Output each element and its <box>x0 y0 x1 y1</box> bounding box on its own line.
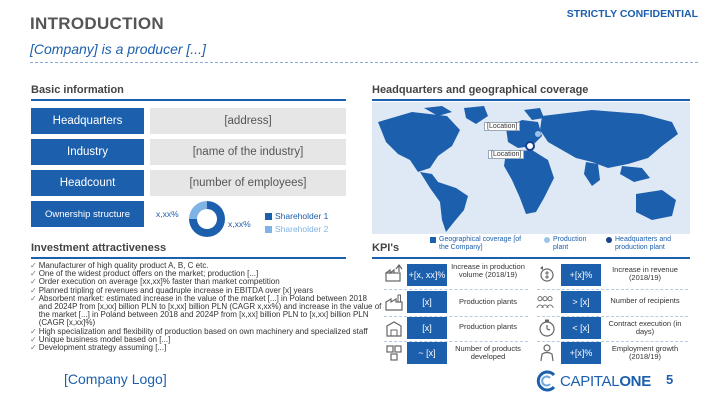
kpi-employment-value: +[x]% <box>561 342 601 364</box>
kpi-divider <box>384 289 528 290</box>
kpi-divider <box>384 341 528 342</box>
industry-value: [name of the industry] <box>150 139 346 165</box>
legend-hq <box>606 236 690 252</box>
brand-light: CAPITAL <box>560 372 620 390</box>
legend-label-2: Shareholder 2 <box>275 224 329 234</box>
kpi-products-value: ~ [x] <box>407 342 447 364</box>
legend-swatch-2 <box>265 226 272 233</box>
kpi-rule <box>372 257 690 259</box>
world-map <box>372 102 690 234</box>
donut-slice-shareholder-2 <box>189 201 207 219</box>
ownership-chart <box>150 200 346 238</box>
check-icon: ✓ <box>30 343 37 353</box>
bullet-item <box>30 295 382 328</box>
check-icon: ✓ <box>30 269 37 279</box>
kpi-contract-label: Contract execution (in days) <box>608 319 682 336</box>
south-america-shape <box>420 172 468 232</box>
investment-title: Investment attractiveness <box>31 242 167 254</box>
capitalone-mark-icon <box>536 370 558 392</box>
kpi-production-volume-label: Increase in production volume (2018/19) <box>451 262 525 279</box>
kpi-recipients-label: Number of recipients <box>610 296 680 305</box>
industry-label: Industry <box>31 139 144 165</box>
legend-hq-dot <box>606 237 612 243</box>
kpi-divider <box>537 289 688 290</box>
bullet-text: Absorbent market: estimated increase in the value of the market [...] in Poland between 2018 and 2024P from [x,xx] billion PLN to [x,xx] billion PLN (CAGR x,xx%) and increase in the value of the market [...] in Poland between 2018 and 2024P from [x,xx] billion PLN to [x,xx] billion PLN (CAGR [x,xx]%) <box>38 293 382 328</box>
kpi-contract-value: < [x] <box>561 317 601 339</box>
products-icon <box>384 343 404 363</box>
kpi-divider <box>384 316 528 317</box>
check-icon: ✓ <box>30 261 37 270</box>
legend-hq-label: Headquarters and production plant <box>615 236 672 251</box>
legend-label-1: Shareholder 1 <box>275 211 329 221</box>
north-america-shape <box>378 112 460 172</box>
investment-bullets <box>30 262 382 352</box>
subtitle-divider <box>30 62 698 63</box>
stopwatch-icon <box>537 318 557 338</box>
page-title: INTRODUCTION <box>30 14 164 33</box>
check-icon: ✓ <box>30 285 37 295</box>
check-icon: ✓ <box>30 293 37 303</box>
building-icon <box>384 318 404 338</box>
people-icon <box>535 292 555 312</box>
bullet-text: Manufacturer of high quality product A, B, C etc. <box>38 261 209 270</box>
bullet-text: Unique business model based on [...] <box>38 334 171 344</box>
bullet-text: Development strategy assuming [...] <box>38 343 167 353</box>
legend-coverage-dot <box>430 237 436 243</box>
basic-info-title: Basic information <box>31 84 124 96</box>
southeast-asia-shape <box>620 166 650 182</box>
kpi-revenue-value: +[x]% <box>561 264 601 286</box>
location-tag-2: [Location] <box>488 150 524 159</box>
kpi-recipients-value: > [x] <box>561 291 601 313</box>
kpi-production-plants-label: Production plants <box>459 297 517 306</box>
legend-shareholder-1 <box>265 211 328 221</box>
asia-shape <box>540 110 678 168</box>
check-icon: ✓ <box>30 326 37 336</box>
capitalone-logo <box>536 370 651 392</box>
company-logo-placeholder: [Company Logo] <box>64 371 167 387</box>
ownership-donut <box>187 199 227 239</box>
headcount-label: Headcount <box>31 170 144 196</box>
hq-marker <box>526 142 534 150</box>
investment-rule <box>31 257 346 259</box>
location-tag-1: [Location] <box>484 122 520 131</box>
india-shape <box>584 162 600 186</box>
brand-bold: ONE <box>619 372 651 390</box>
kpi-divider <box>537 341 688 342</box>
basic-info-rule <box>31 99 346 101</box>
bullet-text: High specialization and flexibility of production based on own machinery and specialized staff <box>38 326 368 336</box>
confidential-label: STRICTLY CONFIDENTIAL <box>566 8 698 20</box>
kpi-products-label: Number of products developed <box>455 344 521 361</box>
scandinavia-shape <box>524 108 544 120</box>
factory-growth-icon <box>384 263 404 283</box>
kpi-title: KPI's <box>372 242 400 254</box>
legend-plant-dot <box>544 237 550 243</box>
ownership-pct-left: x,xx% <box>156 209 179 219</box>
legend-plant <box>544 236 600 252</box>
plant-marker <box>535 131 541 137</box>
legend-plant-label: Production plant <box>553 236 587 251</box>
page-subtitle: [Company] is a producer [...] <box>30 41 206 57</box>
legend-swatch-1 <box>265 213 272 220</box>
kpi-employment-label: Employment growth (2018/19) <box>611 344 679 361</box>
map-title: Headquarters and geographical coverage <box>372 84 589 96</box>
world-map-shapes <box>372 102 690 234</box>
employee-icon <box>537 343 557 363</box>
check-icon: ✓ <box>30 334 37 344</box>
legend-shareholder-2 <box>265 224 328 234</box>
bullet-text: Planned tripling of revenues and quadruple increase in EBITDA over [x] years <box>38 285 314 295</box>
check-icon: ✓ <box>30 277 37 287</box>
kpi-revenue-label: Increase in revenue (2018/19) <box>612 265 678 282</box>
kpi-production-plants-value: [x] <box>407 291 447 313</box>
bullet-text: Order execution on average [xx,xx]% faster than market competition <box>38 277 280 287</box>
legend-coverage <box>430 236 530 252</box>
capitalone-wordmark <box>560 373 651 390</box>
kpi-production-plants-2-value: [x] <box>407 317 447 339</box>
kpi-production-volume-value: +[x, xx]% <box>407 264 447 286</box>
kpi-divider <box>537 316 688 317</box>
headquarters-label: Headquarters <box>31 108 144 134</box>
kpi-production-plants-2-label: Production plants <box>459 322 517 331</box>
legend-coverage-label: Geographical coverage [of the Company] <box>439 236 522 251</box>
africa-shape <box>504 150 554 214</box>
bullet-text: One of the widest product offers on the market; production [...] <box>38 269 259 279</box>
ownership-label: Ownership structure <box>31 201 144 227</box>
factory-icon <box>384 292 404 312</box>
headquarters-value: [address] <box>150 108 346 134</box>
map-rule <box>372 99 690 101</box>
headcount-value: [number of employees] <box>150 170 346 196</box>
australia-shape <box>636 190 676 220</box>
revenue-growth-icon <box>537 264 557 284</box>
ownership-pct-right: x,xx% <box>228 219 251 229</box>
bullet-item <box>30 344 382 352</box>
page-number: 5 <box>666 372 674 387</box>
